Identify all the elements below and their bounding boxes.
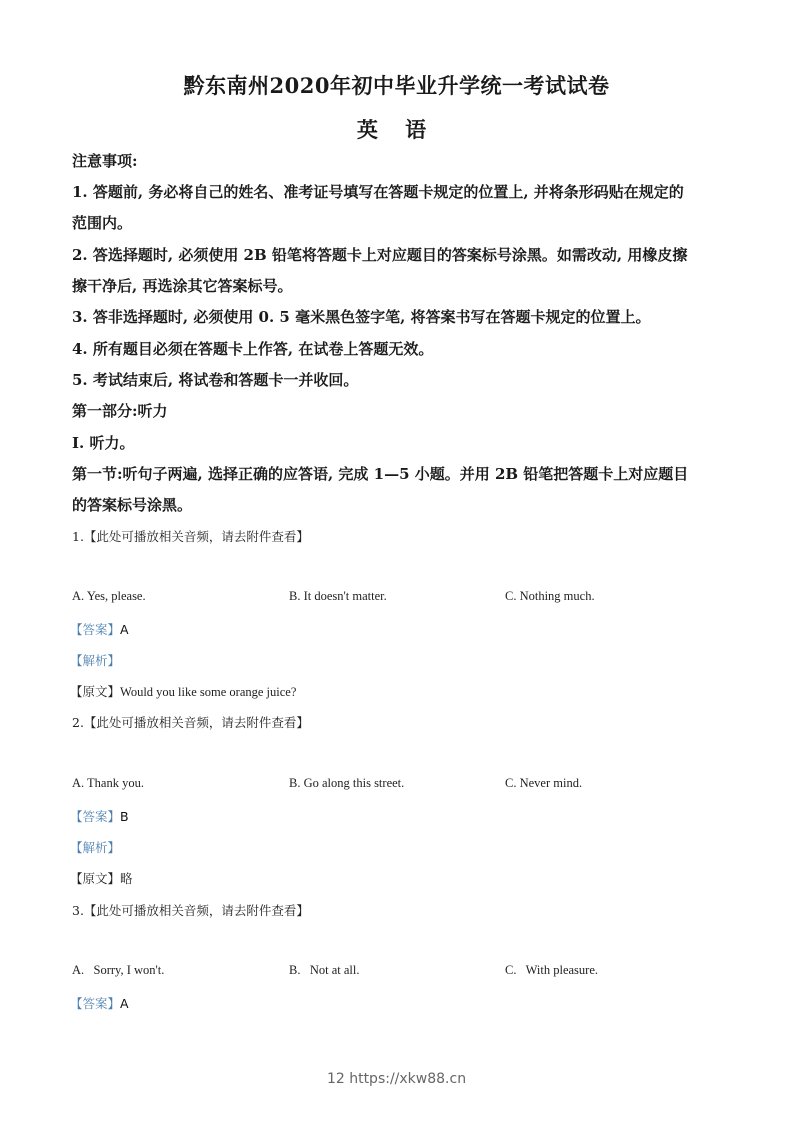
question-1-option-c: C. Nothing much. [505, 589, 595, 603]
question-2-option-b: B. Go along this street. [289, 776, 405, 790]
question-2-answer [70, 807, 129, 825]
notice-line-3: 3. 答非选择题时, 必须使用 0. 5 毫米黑色签字笔, 将答案书写在答题卡规定的位置上。 [72, 308, 651, 326]
notice-line-2: 2. 答选择题时, 必须使用 2B 铅笔将答题卡上对应题目的答案标号涂黑。如需改动, 用橡皮擦 [72, 246, 688, 264]
question-1-option-a: A. Yes, please. [72, 589, 146, 603]
answer-tag: 【答案】 [70, 622, 121, 637]
original-tag: 【原文】 [70, 871, 121, 886]
answer-value: A [120, 996, 129, 1011]
section-instruction-2: 的答案标号涂黑。 [72, 496, 193, 514]
question-3-prompt: 3.【此处可播放相关音频，请去附件查看】 [72, 903, 309, 918]
notice-line-1-cont: 范围内。 [72, 214, 133, 232]
notice-line-4: 4. 所有题目必须在答题卡上作答, 在试卷上答题无效。 [72, 340, 434, 358]
original-text: 略 [120, 871, 133, 886]
question-2-option-a: A. Thank you. [72, 776, 144, 790]
question-1-analysis-tag: 【解析】 [70, 653, 121, 668]
question-2-option-c: C. Never mind. [505, 776, 583, 790]
notice-heading: 注意事项: [72, 152, 138, 170]
original-text: Would you like some orange juice? [120, 685, 297, 699]
question-3-option-c: C. With pleasure. [505, 963, 598, 977]
answer-value: A [120, 622, 129, 637]
notice-line-5: 5. 考试结束后, 将试卷和答题卡一并收回。 [72, 371, 359, 389]
question-3-answer [70, 994, 129, 1012]
answer-tag: 【答案】 [70, 996, 121, 1011]
page-footer: 12 https://xkw88.cn [326, 1071, 467, 1087]
notice-line-1: 1. 答题前, 务必将自己的姓名、准考证号填写在答题卡规定的位置上, 并将条形码贴在规定的 [72, 183, 684, 201]
question-3-option-b: B. Not at all. [289, 963, 360, 977]
question-3-option-a: A. Sorry, I won't. [72, 963, 165, 977]
subject-title: 英 语 [356, 117, 437, 142]
question-1-option-b: B. It doesn't matter. [289, 589, 387, 603]
exam-title: 黔东南州2020年初中毕业升学统一考试试卷 [183, 73, 610, 98]
notice-line-2-cont: 擦干净后, 再选涂其它答案标号。 [72, 277, 293, 295]
section-instruction-1: 第一节:听句子两遍, 选择正确的应答语, 完成 1—5 小题。并用 2B 铅笔把答题卡上对应题目 [72, 465, 689, 483]
question-2-analysis-tag: 【解析】 [70, 840, 121, 855]
part-title: 第一部分:听力 [72, 402, 168, 420]
question-1-original [70, 682, 296, 700]
question-1-prompt: 1.【此处可播放相关音频，请去附件查看】 [72, 529, 309, 544]
answer-value: B [120, 809, 129, 824]
original-tag: 【原文】 [70, 684, 121, 699]
question-2-prompt: 2.【此处可播放相关音频，请去附件查看】 [72, 715, 309, 730]
question-2-original [70, 869, 133, 887]
question-1-answer [70, 620, 129, 638]
section-title: I. 听力。 [72, 434, 135, 452]
answer-tag: 【答案】 [70, 809, 121, 824]
